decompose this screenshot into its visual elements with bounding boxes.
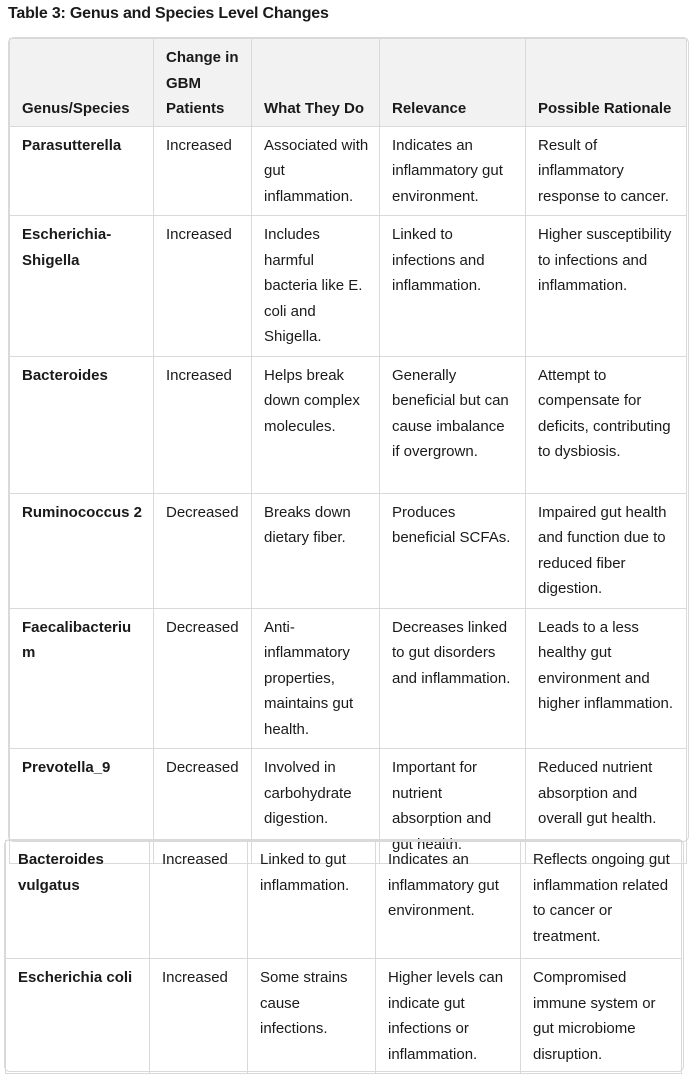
header-relevance: Relevance bbox=[380, 39, 526, 127]
cell-rationale: Compromised immune system or gut microbiome disruption. bbox=[521, 959, 682, 1074]
table-row bbox=[10, 493, 687, 608]
cell-relevance: Indicates an inflammatory gut environment. bbox=[376, 841, 521, 959]
cell-genus: Ruminococcus 2 bbox=[10, 493, 154, 608]
cell-genus: Prevotella_9 bbox=[10, 749, 154, 864]
cell-change: Increased bbox=[154, 356, 252, 493]
cell-relevance: Decreases linked to gut disorders and inflammation. bbox=[380, 608, 526, 749]
cell-relevance: Important for nutrient absorption and gut health. bbox=[380, 749, 526, 864]
cell-what-they-do: Anti-inflammatory properties, maintains gut health. bbox=[252, 608, 380, 749]
cell-what-they-do: Breaks down dietary fiber. bbox=[252, 493, 380, 608]
table-row bbox=[10, 356, 687, 493]
cell-rationale: Reduced nutrient absorption and overall gut health. bbox=[526, 749, 687, 864]
cell-what-they-do: Some strains cause infections. bbox=[248, 959, 376, 1074]
cell-relevance: Generally beneficial but can cause imbalance if overgrown. bbox=[380, 356, 526, 493]
cell-change: Decreased bbox=[154, 749, 252, 864]
cell-rationale: Attempt to compensate for deficits, contributing to dysbiosis. bbox=[526, 356, 687, 493]
cell-relevance: Indicates an inflammatory gut environment. bbox=[380, 126, 526, 216]
header-genus-species: Genus/Species bbox=[10, 39, 154, 127]
cell-genus: Escherichia-Shigella bbox=[10, 216, 154, 357]
table-row bbox=[10, 216, 687, 357]
cell-what-they-do: Includes harmful bacteria like E. coli and Shigella. bbox=[252, 216, 380, 357]
genus-species-table bbox=[9, 38, 687, 864]
cell-rationale: Impaired gut health and function due to reduced fiber digestion. bbox=[526, 493, 687, 608]
cell-genus: Faecalibacterium bbox=[10, 608, 154, 749]
cell-rationale: Leads to a less healthy gut environment and higher inflammation. bbox=[526, 608, 687, 749]
cell-genus: Bacteroides vulgatus bbox=[6, 841, 150, 959]
cell-genus: Escherichia coli bbox=[6, 959, 150, 1074]
table-title: Table 3: Genus and Species Level Changes bbox=[8, 5, 329, 22]
cell-change: Increased bbox=[154, 126, 252, 216]
cell-change: Increased bbox=[154, 216, 252, 357]
cell-change: Decreased bbox=[154, 493, 252, 608]
genus-species-table-continued bbox=[5, 840, 682, 1074]
cell-genus: Parasutterella bbox=[10, 126, 154, 216]
cell-change: Decreased bbox=[154, 608, 252, 749]
header-change: Change in GBM Patients bbox=[154, 39, 252, 127]
cell-relevance: Linked to infections and inflammation. bbox=[380, 216, 526, 357]
cell-rationale: Result of inflammatory response to cancer. bbox=[526, 126, 687, 216]
header-what-they-do: What They Do bbox=[252, 39, 380, 127]
cell-change: Increased bbox=[150, 841, 248, 959]
cell-genus: Bacteroides bbox=[10, 356, 154, 493]
table-row bbox=[6, 841, 682, 959]
cell-relevance: Produces beneficial SCFAs. bbox=[380, 493, 526, 608]
cell-what-they-do: Associated with gut inflammation. bbox=[252, 126, 380, 216]
cell-rationale: Reflects ongoing gut inflammation related to cancer or treatment. bbox=[521, 841, 682, 959]
cell-what-they-do: Helps break down complex molecules. bbox=[252, 356, 380, 493]
cell-change: Increased bbox=[150, 959, 248, 1074]
cell-rationale: Higher susceptibility to infections and inflammation. bbox=[526, 216, 687, 357]
cell-what-they-do: Involved in carbohydrate digestion. bbox=[252, 749, 380, 864]
table-row bbox=[10, 608, 687, 749]
table-row bbox=[10, 126, 687, 216]
cell-what-they-do: Linked to gut inflammation. bbox=[248, 841, 376, 959]
cell-relevance: Higher levels can indicate gut infections or inflammation. bbox=[376, 959, 521, 1074]
table-row bbox=[6, 959, 682, 1074]
header-possible-rationale: Possible Rationale bbox=[526, 39, 687, 127]
header-row bbox=[10, 39, 687, 127]
